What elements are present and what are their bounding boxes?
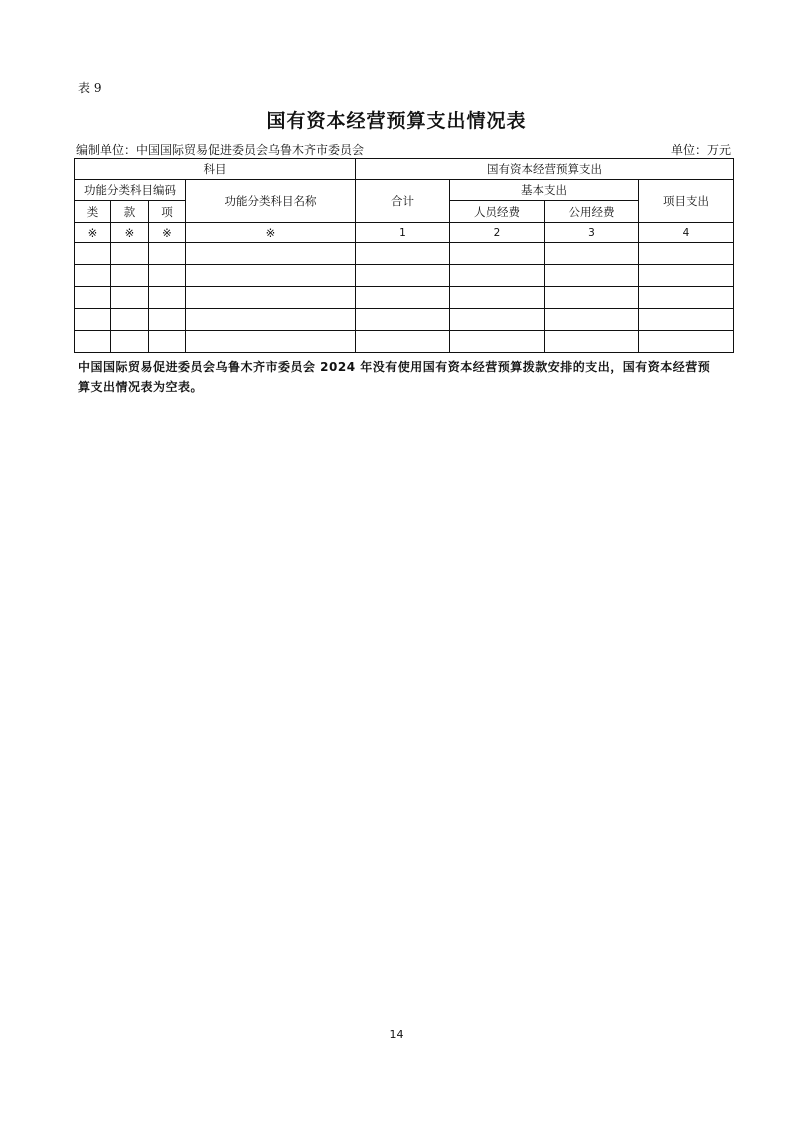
marker-cell: ※ xyxy=(149,223,186,243)
budget-table xyxy=(74,158,734,353)
marker-cell: ※ xyxy=(186,223,356,243)
func-name-header: 功能分类科目名称 xyxy=(186,180,356,223)
section-header: 款 xyxy=(111,201,149,223)
personnel-header: 人员经费 xyxy=(450,201,545,223)
page-number: 14 xyxy=(389,1028,404,1041)
public-use-header: 公用经费 xyxy=(545,201,639,223)
empty-table-note: 中国国际贸易促进委员会乌鲁木齐市委员会 2024 年没有使用国有资本经营预算拨款安排的支出，国有资本经营预算支出情况表为空表。 xyxy=(78,360,711,394)
total-header: 合计 xyxy=(356,180,450,223)
marker-cell: 4 xyxy=(639,223,734,243)
marker-row xyxy=(75,223,734,243)
item-header: 项 xyxy=(149,201,186,223)
currency-unit: 单位：万元 xyxy=(670,143,731,157)
expenditure-header: 国有资本经营预算支出 xyxy=(356,159,734,180)
marker-cell: 3 xyxy=(545,223,639,243)
header-row-1 xyxy=(75,159,734,180)
subject-header: 科目 xyxy=(75,159,356,180)
table-row xyxy=(75,309,734,331)
table-row xyxy=(75,287,734,309)
table-row xyxy=(75,265,734,287)
table-label: 表 9 xyxy=(78,81,102,95)
document-title: 国有资本经营预算支出情况表 xyxy=(266,110,527,132)
project-header: 项目支出 xyxy=(639,180,734,223)
category-header: 类 xyxy=(75,201,111,223)
table-row xyxy=(75,243,734,265)
marker-cell: ※ xyxy=(111,223,149,243)
marker-cell: 1 xyxy=(356,223,450,243)
table-row xyxy=(75,331,734,353)
compiling-unit: 编制单位：中国国际贸易促进委员会乌鲁木齐市委员会 xyxy=(76,143,365,157)
basic-header: 基本支出 xyxy=(450,180,639,201)
meta-row xyxy=(76,141,731,157)
marker-cell: ※ xyxy=(75,223,111,243)
marker-cell: 2 xyxy=(450,223,545,243)
header-row-2 xyxy=(75,180,734,201)
func-code-header: 功能分类科目编码 xyxy=(75,180,186,201)
